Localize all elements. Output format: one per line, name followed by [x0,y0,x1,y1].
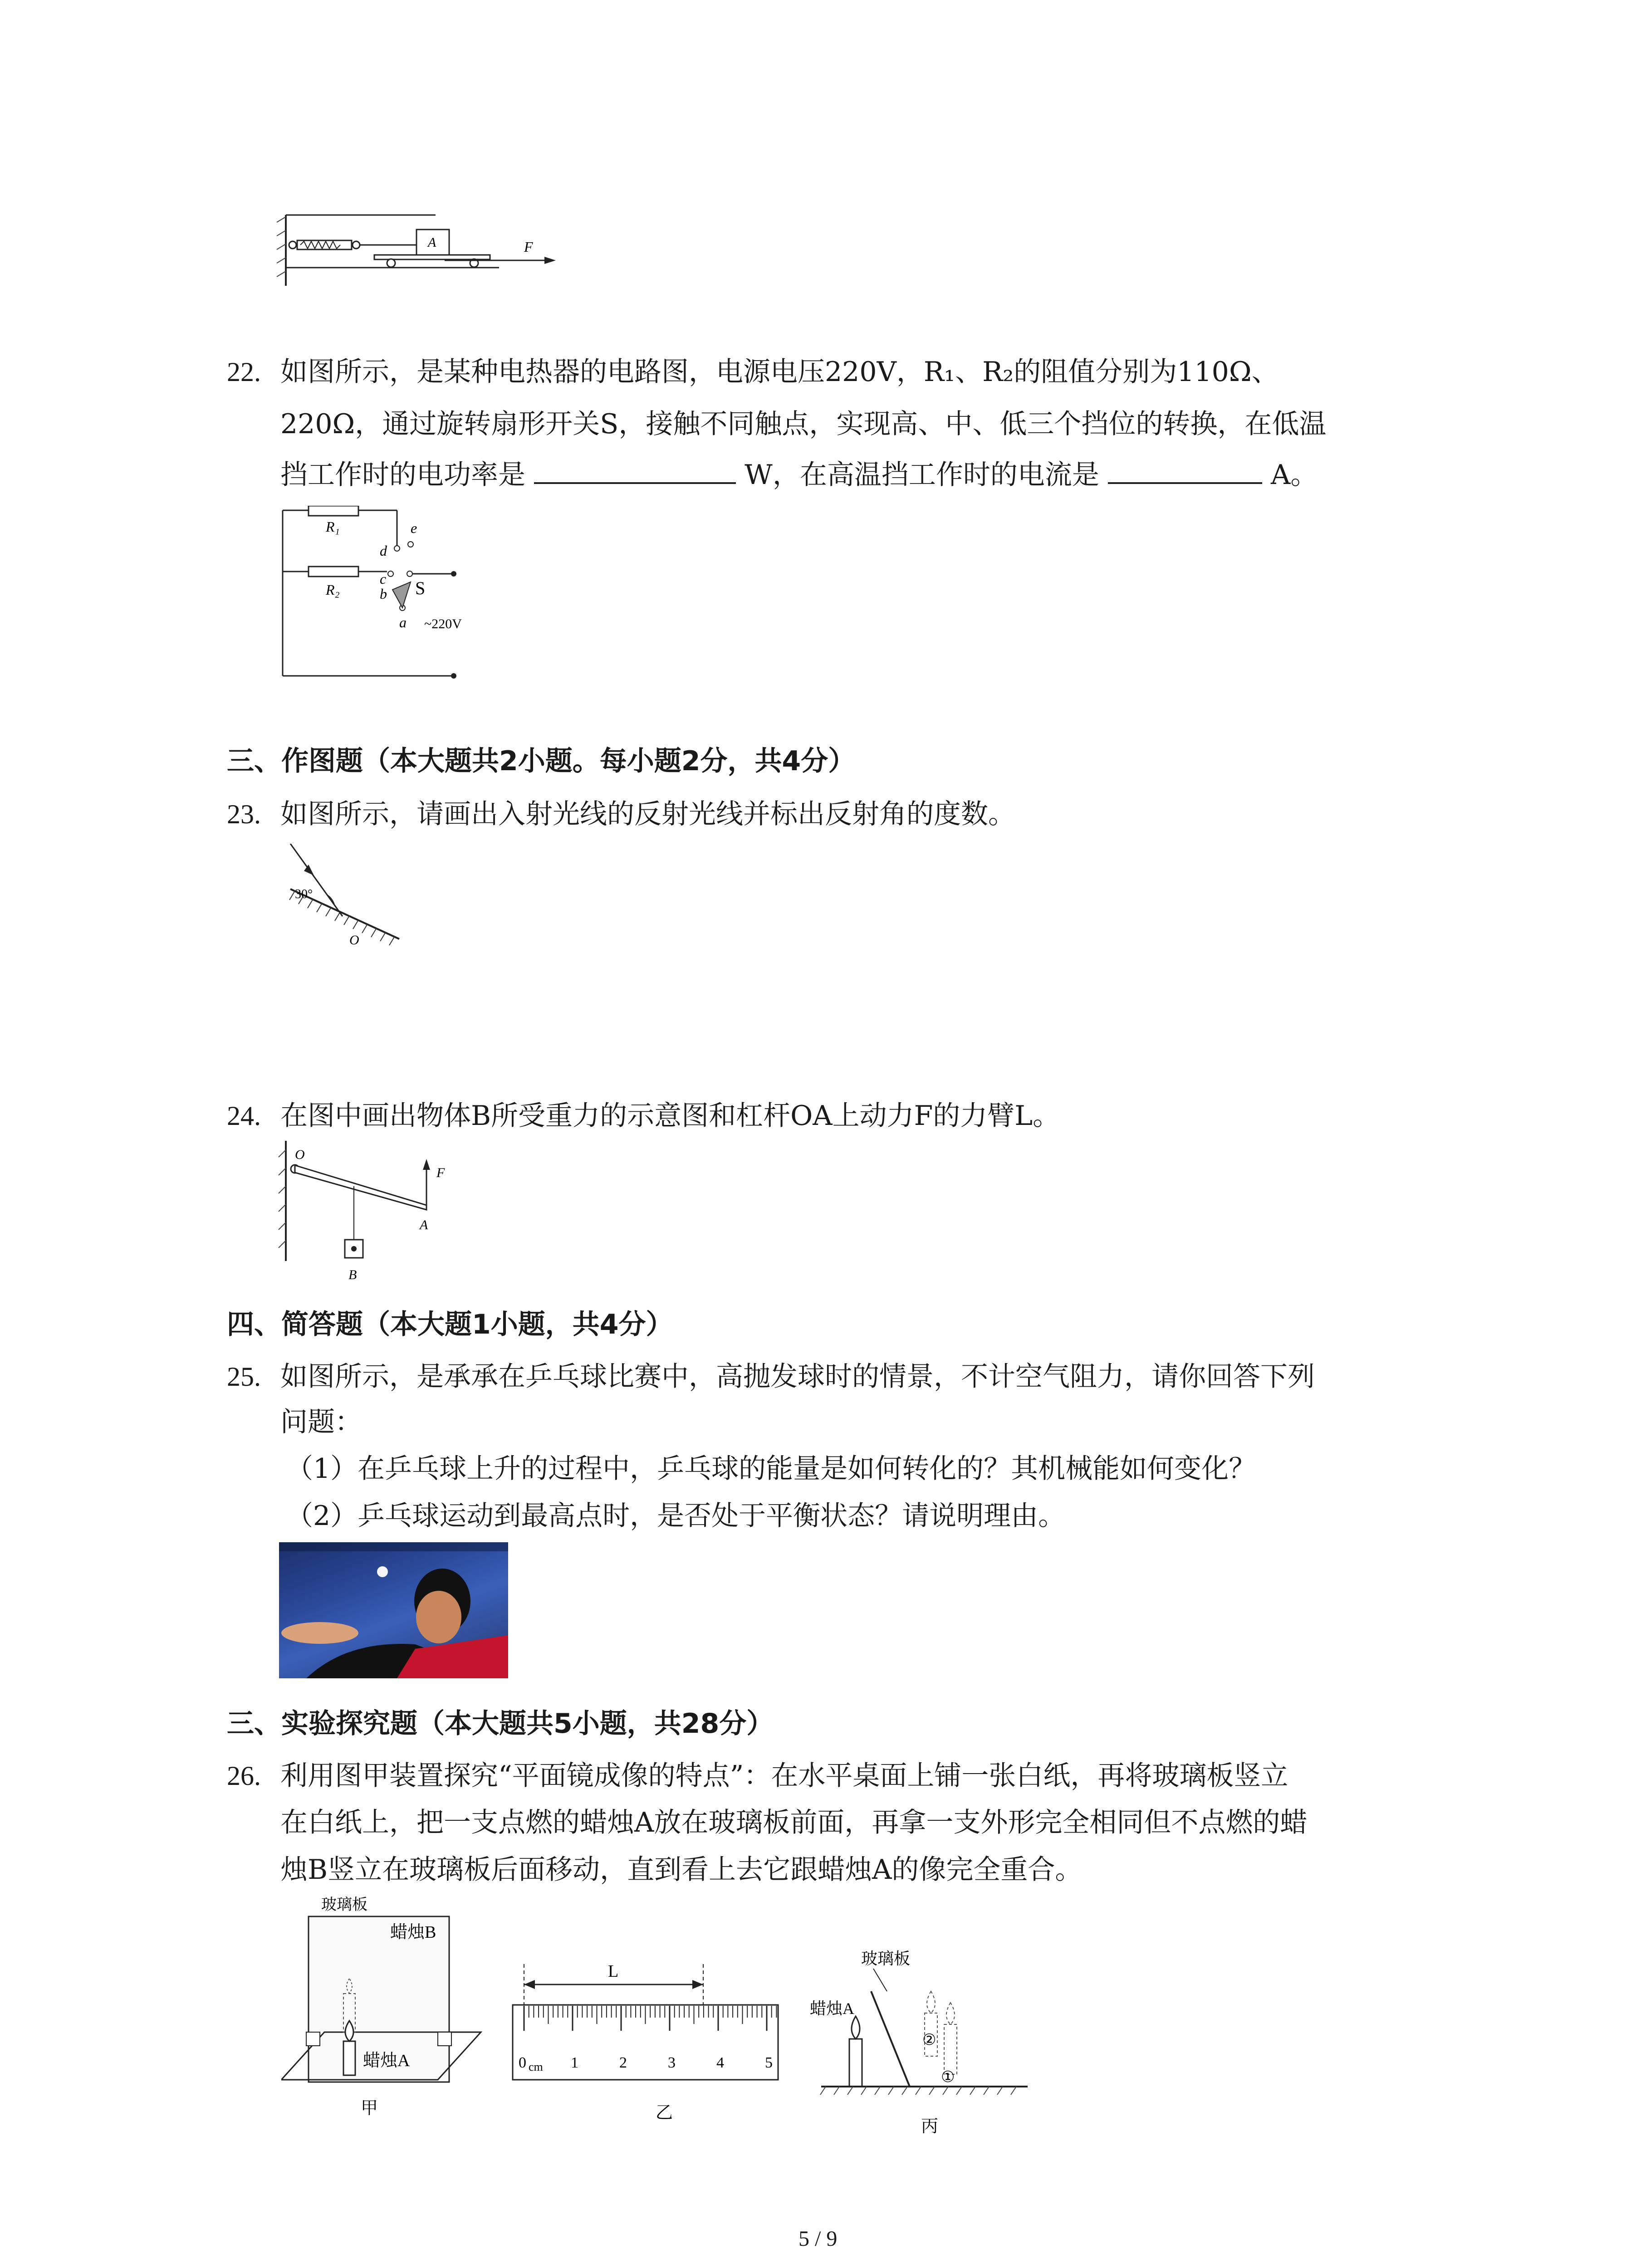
figure-q26-jia [281,1896,485,2132]
q23-text: 如图所示，请画出入射光线的反射光线并标出反射角的度数。 [280,798,1015,830]
figure-q23-mirror [281,844,417,962]
r2-label: R₂ [326,582,340,598]
q26-line3: 烛B竖立在玻璃板后面移动，直到看上去它跟蜡烛A的像完全重合。 [280,1854,1083,1886]
figure-q26-yi [510,1960,783,2123]
r1-label: R₁ [326,518,340,535]
q22-line1: 如图所示，是某种电热器的电路图，电源电压220V，R₁、R₂的阻值分别为110Ω、 [280,356,1279,388]
tick-label-3: 3 [668,2054,676,2071]
end-a-label: A [420,1217,428,1232]
object-b-label: B [348,1267,357,1282]
q24-text: 在图中画出物体B所受重力的示意图和杠杆OA上动力F的力臂L。 [280,1100,1060,1132]
angle-label: 30° [295,887,313,901]
table-tennis-photo [279,1542,508,1678]
caption-yi: 乙 [656,2103,673,2122]
q22-answer-blank-current[interactable] [1108,478,1262,484]
candle-b-label: 蜡烛B [390,1923,436,1942]
length-l-label: L [608,1962,619,1981]
q25-line2: 问题： [280,1406,362,1438]
q26-line2: 在白纸上，把一支点燃的蜡烛A放在玻璃板前面，再拿一支外形完全相同但不点燃的蜡 [280,1807,1308,1838]
glass-label-jia: 玻璃板 [321,1897,367,1913]
contact-a-label: a [399,614,407,631]
contact-e-label: e [411,520,417,536]
q22-line2: 220Ω，通过旋转扇形开关S，接触不同触点，实现高、中、低三个挡位的转换，在低温 [280,408,1327,440]
q25-sub1: （1）在乒乓球上升的过程中，乒乓球的能量是如何转化的？其机械能如何变化？ [286,1453,1256,1485]
figure-q24-lever [277,1141,467,1286]
tick-label-0: 0 [519,2054,526,2071]
contact-b-label: b [380,586,387,602]
contact-d-label: d [380,543,387,559]
point-o-label: O [349,933,359,948]
mark-2: ② [922,2032,936,2048]
source-voltage-label: ~220V [424,616,462,631]
q22-line3-part3: A。 [1270,459,1318,491]
q22-line3-part2: W，在高温挡工作时的电流是 [745,459,1099,491]
section-short-answer-title: 四、简答题（本大题1小题，共4分） [227,1309,673,1340]
q22-line3-part1: 挡工作时的电功率是 [280,459,525,491]
page-number: 5 / 9 [798,2227,838,2251]
glass-label-bing: 玻璃板 [861,1950,911,1968]
q22-number: 22. [227,357,261,387]
q25-sub2: （2）乒乓球运动到最高点时，是否处于平衡状态？请说明理由。 [286,1500,1066,1532]
section-drawing-title: 三、作图题（本大题共2小题。每小题2分，共4分） [227,745,856,777]
pivot-o-label: O [295,1147,305,1162]
switch-s-label: S [415,578,426,598]
candle-a-label-jia: 蜡烛A [363,2051,410,2070]
tick-label-2: 2 [619,2054,627,2071]
tick-label-5: 5 [765,2054,773,2071]
candle-a-label-bing: 蜡烛A [810,1999,854,2018]
force-f-label: F [524,239,533,255]
q23-number: 23. [227,799,261,829]
tick-label-4: 4 [716,2054,724,2071]
q25-number: 25. [227,1362,261,1392]
force-f-label-q24: F [436,1165,445,1180]
tick-label-1: 1 [571,2054,578,2071]
q22-line3 [280,452,1318,498]
caption-bing: 丙 [921,2117,939,2136]
block-a-label: A [428,235,436,250]
q26-number: 26. [227,1761,261,1791]
q22-answer-blank-power[interactable] [534,478,736,484]
figure-q21 [272,213,563,290]
contact-c-label: c [380,571,387,587]
figure-q26-bing [808,1946,1034,2146]
q25-line1: 如图所示，是承承在乒乓球比赛中，高抛发球时的情景，不计空气阻力，请你回答下列 [280,1361,1315,1393]
q24-number: 24. [227,1101,261,1131]
figure-q22-circuit [279,506,506,687]
unit-label: cm [529,2060,543,2073]
caption-jia: 甲 [361,2099,378,2118]
q26-line1: 利用图甲装置探究“平面镜成像的特点”：在水平桌面上铺一张白纸，再将玻璃板竖立 [280,1760,1288,1792]
mark-1: ① [941,2069,955,2086]
section-experiment-title: 三、实验探究题（本大题共5小题，共28分） [227,1708,774,1740]
